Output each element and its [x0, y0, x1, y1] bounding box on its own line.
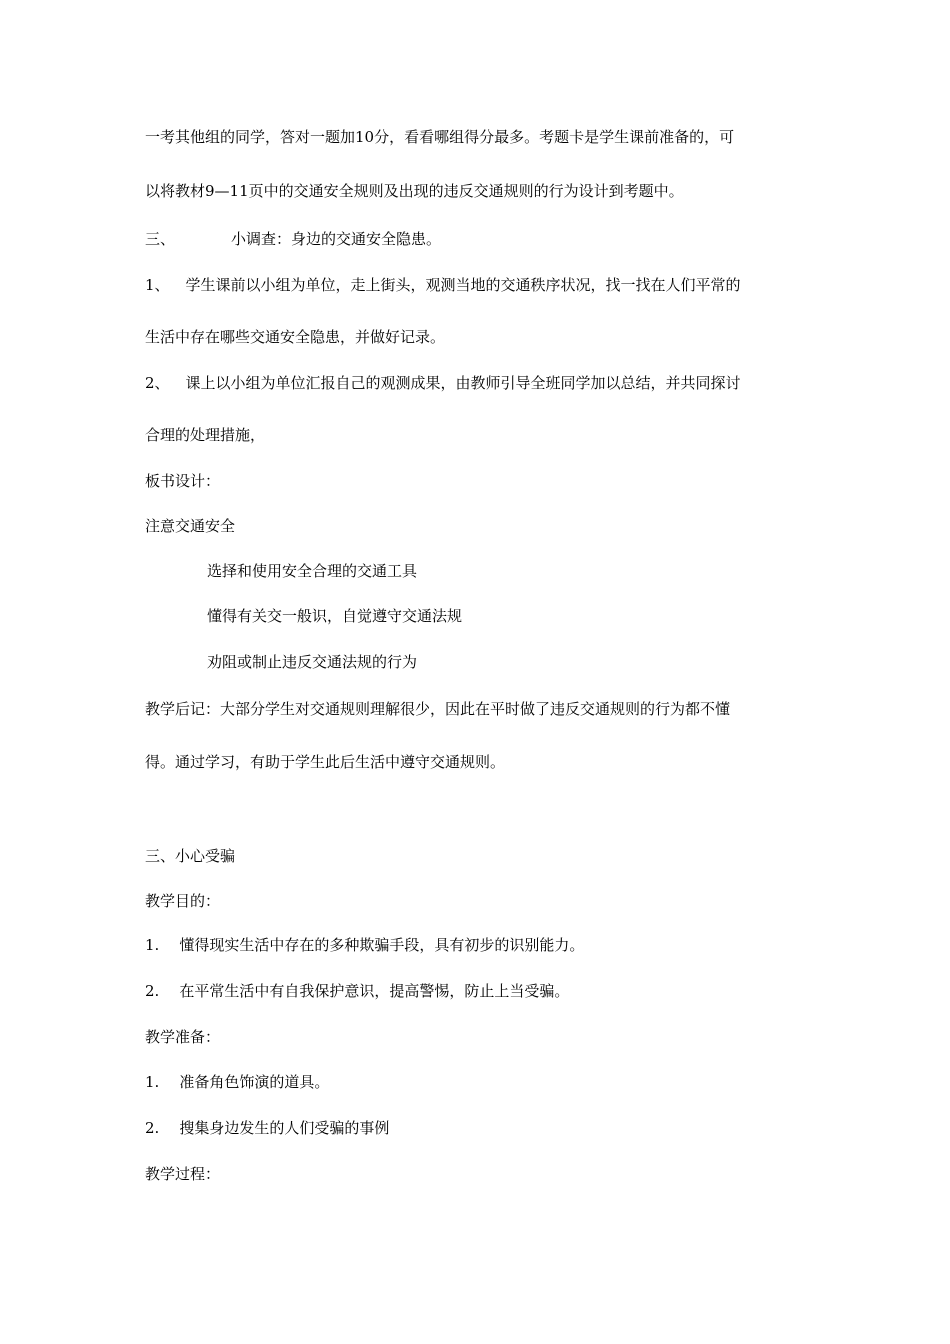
teaching-postscript-line-1: 教学后记：大部分学生对交通规则理解很少，因此在平时做了违反交通规则的行为都不懂 [145, 700, 731, 718]
prep-item-text: 准备角色饰演的道具。 [179, 1073, 330, 1091]
list-item-2 [145, 373, 741, 393]
board-design-point-2: 懂得有关交一般识，自觉遵守交通法规 [207, 607, 463, 625]
teaching-process-label: 教学过程： [145, 1165, 221, 1183]
list-item-text: 学生课前以小组为单位，走上街头，观测当地的交通秩序状况，找一找在人们平常的 [185, 276, 741, 294]
goal-item-2 [145, 981, 569, 1001]
prep-item-number: 1. [145, 1073, 160, 1091]
list-item-number: 1、 [145, 276, 170, 294]
section-number: 三、 [145, 230, 176, 248]
teaching-postscript-line-2: 得。通过学习，有助于学生此后生活中遵守交通规则。 [145, 753, 506, 771]
section-title: 小调查：身边的交通安全隐患。 [231, 230, 442, 248]
paragraph-line-1: 一考其他组的同学，答对一题加10分，看看哪组得分最多。考题卡是学生课前准备的，可 [145, 128, 735, 146]
list-item-1-continuation: 生活中存在哪些交通安全隐患，并做好记录。 [145, 328, 446, 346]
section-heading-survey [145, 229, 441, 249]
prep-item-2 [145, 1118, 389, 1138]
prep-item-number: 2. [145, 1119, 160, 1137]
board-design-title: 注意交通安全 [145, 517, 236, 535]
paragraph-line-2: 以将教材9—11页中的交通安全规则及出现的违反交通规则的行为设计到考题中。 [145, 182, 684, 200]
list-item-1 [145, 275, 741, 295]
list-item-2-continuation: 合理的处理措施， [145, 426, 266, 444]
list-item-text: 课上以小组为单位汇报自己的观测成果，由教师引导全班同学加以总结，并共同探讨 [185, 374, 741, 392]
board-design-point-3: 劝阻或制止违反交通法规的行为 [207, 653, 418, 671]
goal-item-1 [145, 935, 584, 955]
teaching-prep-label: 教学准备： [145, 1028, 221, 1046]
goal-item-number: 2. [145, 982, 160, 1000]
list-item-number: 2、 [145, 374, 170, 392]
teaching-goals-label: 教学目的： [145, 892, 221, 910]
lesson-title: 三、小心受骗 [145, 847, 236, 865]
goal-item-number: 1. [145, 936, 160, 954]
board-design-point-1: 选择和使用安全合理的交通工具 [207, 562, 418, 580]
goal-item-text: 在平常生活中有自我保护意识，提高警惕，防止上当受骗。 [179, 982, 570, 1000]
goal-item-text: 懂得现实生活中存在的多种欺骗手段，具有初步的识别能力。 [179, 936, 585, 954]
prep-item-text: 搜集身边发生的人们受骗的事例 [179, 1119, 390, 1137]
prep-item-1 [145, 1072, 329, 1092]
board-design-label: 板书设计： [145, 472, 221, 490]
